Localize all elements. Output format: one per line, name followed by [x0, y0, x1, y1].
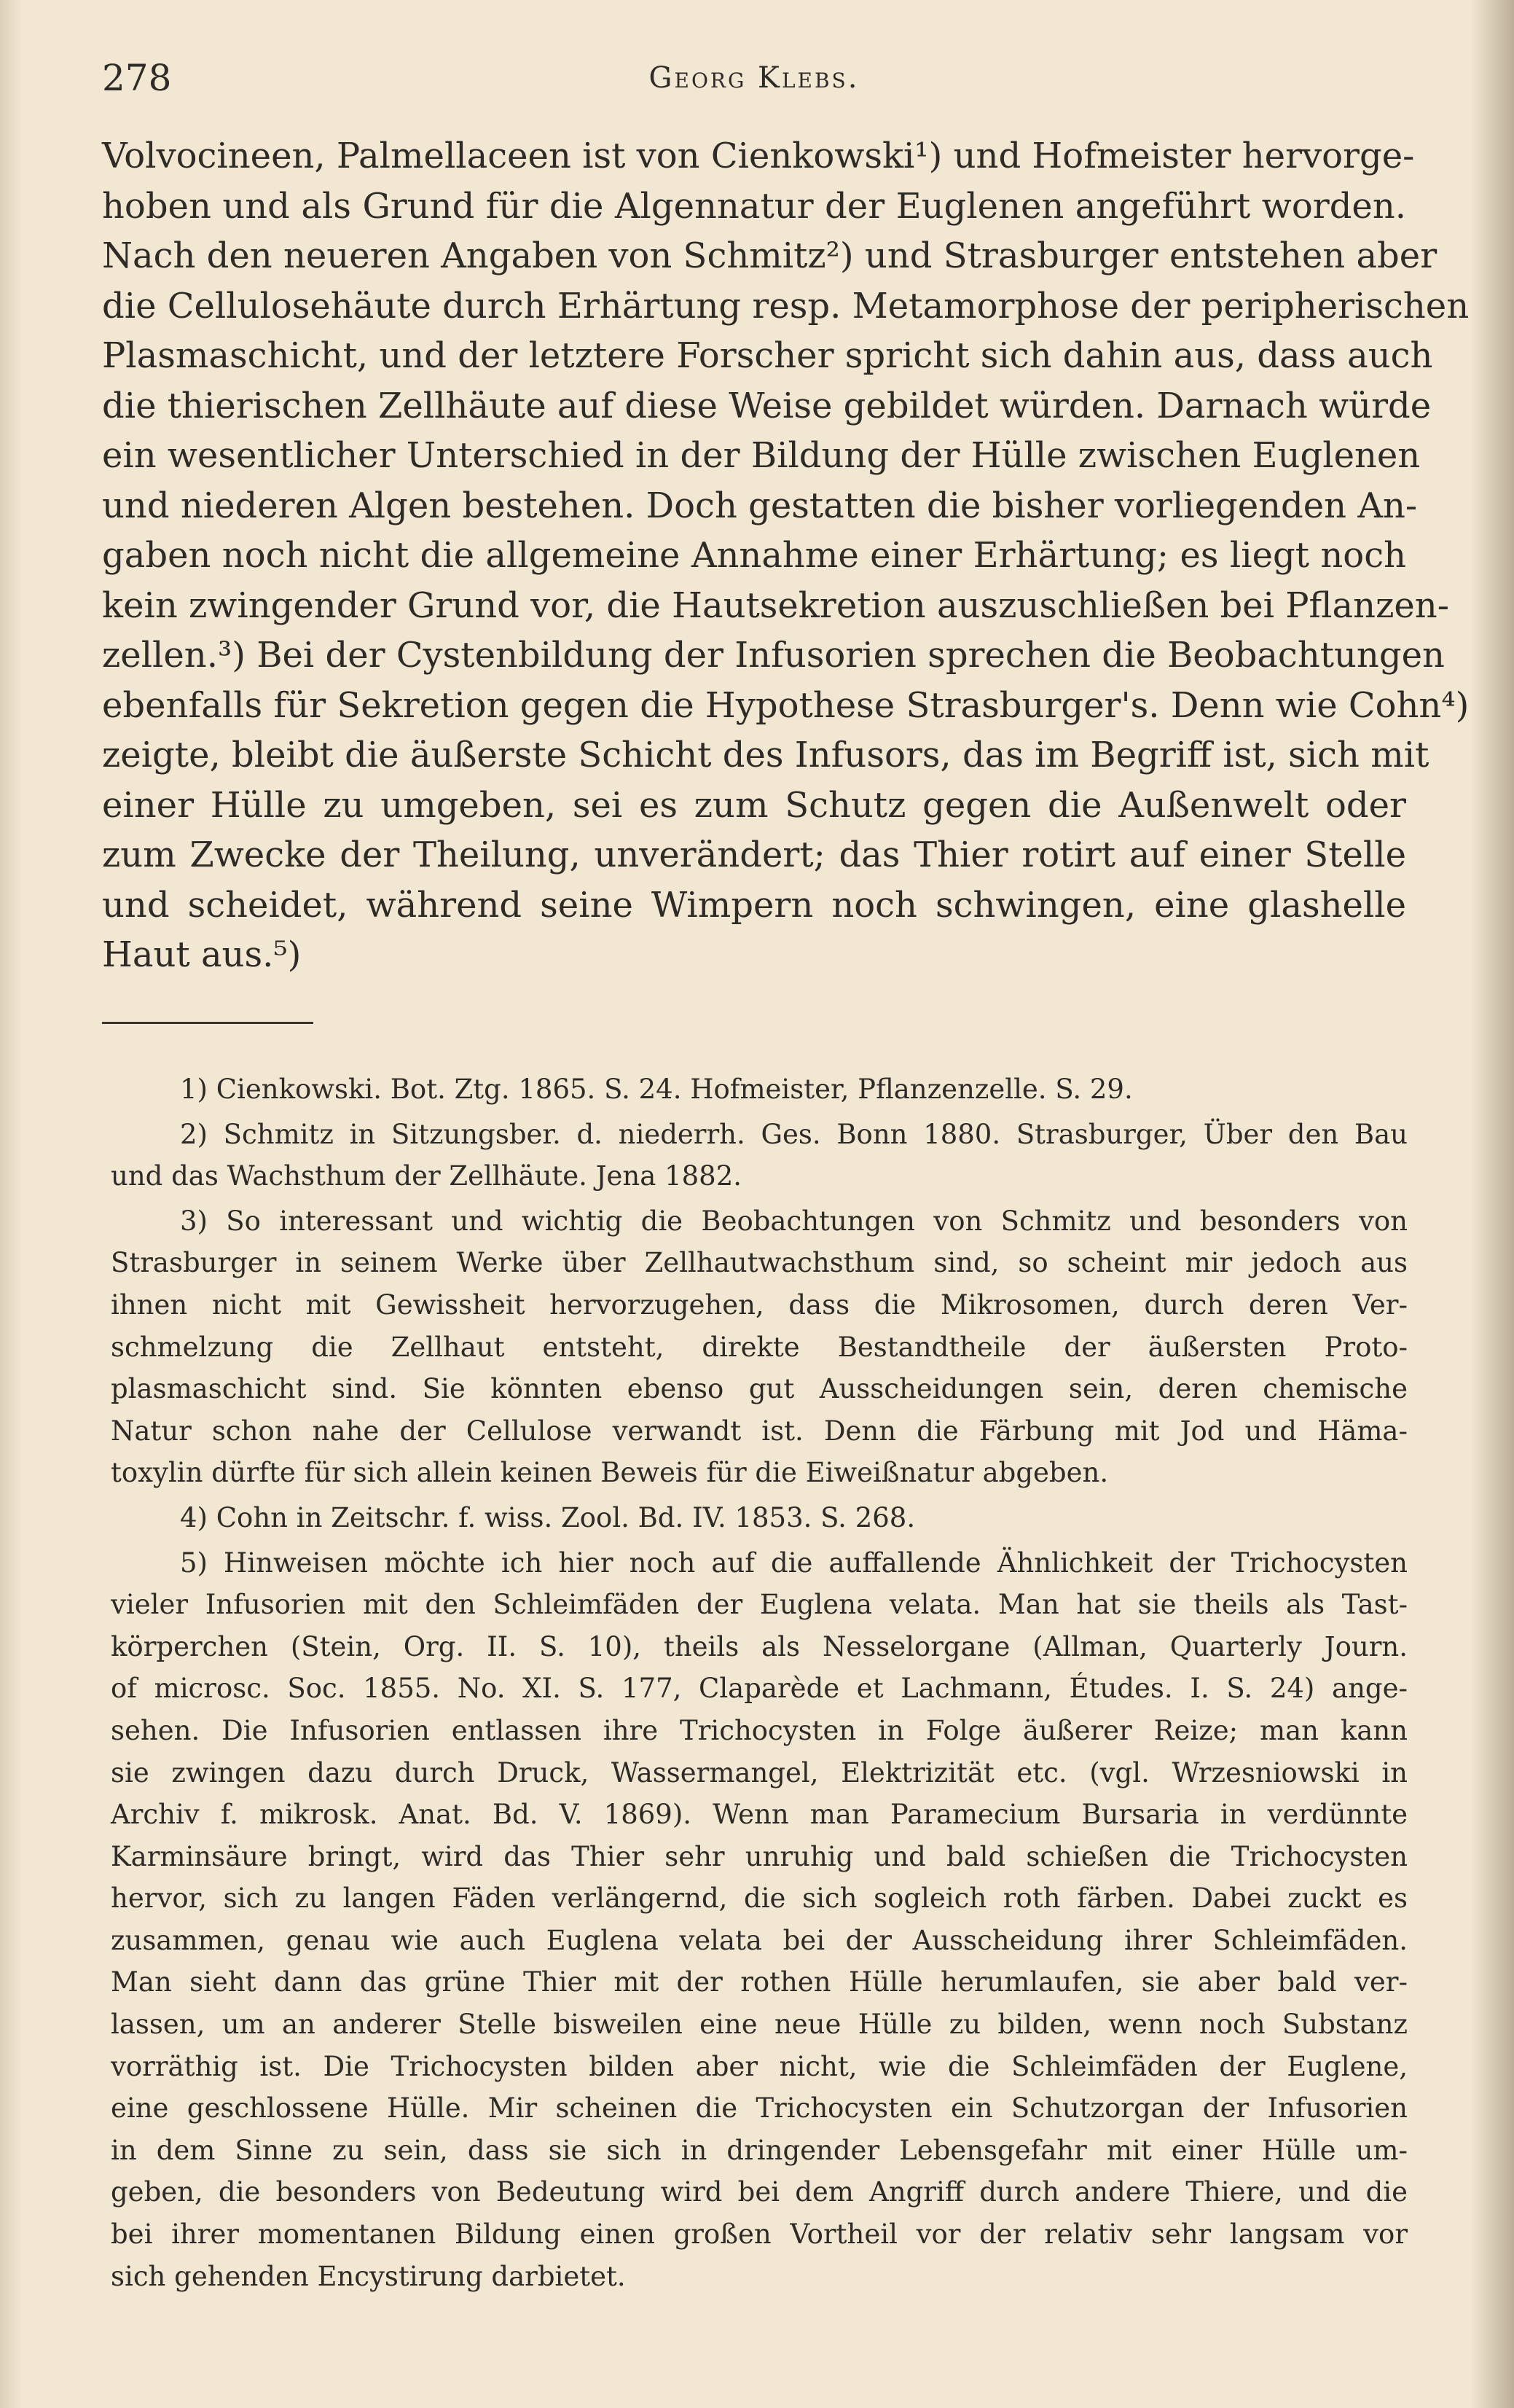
- footnote-line: körperchen (Stein, Org. II. S. 10), theils als Nesselorgane (Allman, Quarterly Journ.: [111, 1630, 1408, 1662]
- body-line: zellen.³) Bei der Cystenbildung der Infusorien sprechen die Beobachtungen: [102, 635, 1445, 676]
- body-line: und niederen Algen bestehen. Doch gestatten die bisher vorliegenden An-: [102, 485, 1418, 526]
- footnote-line: 3) So interessant und wichtig die Beobachtungen von Schmitz und besonders von: [180, 1205, 1408, 1237]
- footnote-line: 1) Cienkowski. Bot. Ztg. 1865. S. 24. Hofmeister, Pflanzenzelle. S. 29.: [180, 1074, 1133, 1105]
- footnote-line: plasmaschicht sind. Sie könnten ebenso gut Ausscheidungen sein, deren chemische: [111, 1373, 1408, 1405]
- footnote-5: [111, 1542, 1408, 2298]
- footnote-4: [111, 1497, 1408, 1539]
- footnote-line: geben, die besonders von Bedeutung wird bei dem Angriff durch andere Thiere, und die: [111, 2176, 1408, 2208]
- body-text: [102, 131, 1470, 980]
- footnote-line: schmelzung die Zellhaut entsteht, direkte Bestandtheile der äußersten Proto-: [111, 1331, 1408, 1363]
- footnotes: [111, 1068, 1408, 2297]
- body-line: ebenfalls für Sekretion gegen die Hypothese Strasburger's. Denn wie Cohn⁴): [102, 684, 1470, 726]
- running-head: Georg Klebs.: [648, 61, 860, 95]
- footnote-line: Man sieht dann das grüne Thier mit der rothen Hülle herumlaufen, sie aber bald ver-: [111, 1966, 1408, 1998]
- body-line: ein wesentlicher Unterschied in der Bildung der Hülle zwischen Euglenen: [102, 435, 1421, 476]
- footnote-line: eine geschlossene Hülle. Mir scheinen die Trichocysten ein Schutzorgan der Infusorien: [111, 2092, 1408, 2124]
- footnote-line: bei ihrer momentanen Bildung einen großen Vortheil vor der relativ sehr langsam vor: [111, 2219, 1408, 2251]
- body-line: zeigte, bleibt die äußerste Schicht des Infusors, das im Begriff ist, sich mit: [102, 735, 1429, 775]
- body-line: und scheidet, während seine Wimpern noch schwingen, eine glashelle: [102, 884, 1406, 926]
- footnote-line: ihnen nicht mit Gewissheit hervorzugehen, dass die Mikrosomen, durch deren Ver-: [111, 1289, 1408, 1321]
- body-line: Nach den neueren Angaben von Schmitz²) und Strasburger entstehen aber: [102, 235, 1437, 276]
- footnote-line: und das Wachsthum der Zellhäute. Jena 1882.: [111, 1160, 742, 1192]
- page-gutter-shadow: [1470, 0, 1514, 2408]
- footnote-line: 4) Cohn in Zeitschr. f. wiss. Zool. Bd. IV. 1853. S. 268.: [180, 1501, 916, 1533]
- body-line: Plasmaschicht, und der letztere Forscher spricht sich dahin aus, dass auch: [102, 335, 1433, 376]
- page-header: [102, 52, 1406, 103]
- page-number: 278: [102, 57, 172, 99]
- body-line: hoben und als Grund für die Algennatur der Euglenen angeführt worden.: [102, 185, 1406, 227]
- footnote-line: Strasburger in seinem Werke über Zellhautwachsthum sind, so scheint mir jedoch aus: [111, 1247, 1408, 1279]
- footnote-line: 5) Hinweisen möchte ich hier noch auf die auffallende Ähnlichkeit der Trichocysten: [180, 1547, 1408, 1579]
- body-line: die thierischen Zellhäute auf diese Weise gebildet würden. Darnach würde: [102, 385, 1432, 426]
- footnote-2: [111, 1114, 1408, 1197]
- footnote-rule: [102, 1022, 313, 1024]
- footnote-line: sich gehenden Encystirung darbietet.: [111, 2260, 626, 2292]
- body-line: gaben noch nicht die allgemeine Annahme einer Erhärtung; es liegt noch: [102, 535, 1406, 576]
- body-line: die Cellulosehäute durch Erhärtung resp. Metamorphose der peripherischen: [102, 285, 1470, 327]
- footnote-line: Karminsäure bringt, wird das Thier sehr unruhig und bald schießen die Trichocysten: [111, 1840, 1408, 1872]
- footnote-line: of microsc. Soc. 1855. No. XI. S. 177, Claparède et Lachmann, Études. I. S. 24) ange-: [111, 1673, 1408, 1705]
- page-edge-shadow-left: [0, 0, 22, 2408]
- footnote-line: lassen, um an anderer Stelle bisweilen eine neue Hülle zu bilden, wenn noch Substanz: [111, 2009, 1408, 2041]
- footnote-line: Archiv f. mikrosk. Anat. Bd. V. 1869). Wenn man Paramecium Bursaria in verdünnte: [111, 1799, 1408, 1831]
- body-line-last: Haut aus.⁵): [102, 934, 302, 975]
- body-line: Volvocineen, Palmellaceen ist von Cienkowski¹) und Hofmeister hervorge-: [102, 136, 1415, 176]
- body-line: einer Hülle zu umgeben, sei es zum Schutz gegen die Außenwelt oder: [102, 784, 1406, 826]
- footnote-line: hervor, sich zu langen Fäden verlängernd, die sich sogleich roth färben. Dabei zuckt es: [111, 1883, 1408, 1915]
- footnote-line: sehen. Die Infusorien entlassen ihre Trichocysten in Folge äußerer Reize; man kann: [111, 1714, 1408, 1746]
- footnote-3: [111, 1200, 1408, 1494]
- footnote-1: [111, 1068, 1408, 1111]
- body-line: kein zwingender Grund vor, die Hautsekretion auszuschließen bei Pflanzen-: [102, 585, 1449, 626]
- footnote-line: sie zwingen dazu durch Druck, Wassermangel, Elektrizität etc. (vgl. Wrzesniowski in: [111, 1756, 1408, 1789]
- body-line: zum Zwecke der Theilung, unverändert; das Thier rotirt auf einer Stelle: [102, 834, 1406, 875]
- footnote-line: in dem Sinne zu sein, dass sie sich in dringender Lebensgefahr mit einer Hülle um-: [111, 2134, 1408, 2166]
- footnote-line: 2) Schmitz in Sitzungsber. d. niederrh. Ges. Bonn 1880. Strasburger, Über den Bau: [180, 1118, 1408, 1150]
- footnote-line: vieler Infusorien mit den Schleimfäden der Euglena velata. Man hat sie theils als Tast-: [111, 1589, 1408, 1621]
- footnote-line: Natur schon nahe der Cellulose verwandt ist. Denn die Färbung mit Jod und Häma-: [111, 1415, 1408, 1447]
- footnote-line: toxylin dürfte für sich allein keinen Beweis für die Eiweißnatur abgeben.: [111, 1457, 1109, 1489]
- footnote-line: vorräthig ist. Die Trichocysten bilden aber nicht, wie die Schleimfäden der Euglene,: [111, 2050, 1408, 2082]
- footnote-line: zusammen, genau wie auch Euglena velata bei der Ausscheidung ihrer Schleimfäden.: [111, 1924, 1408, 1956]
